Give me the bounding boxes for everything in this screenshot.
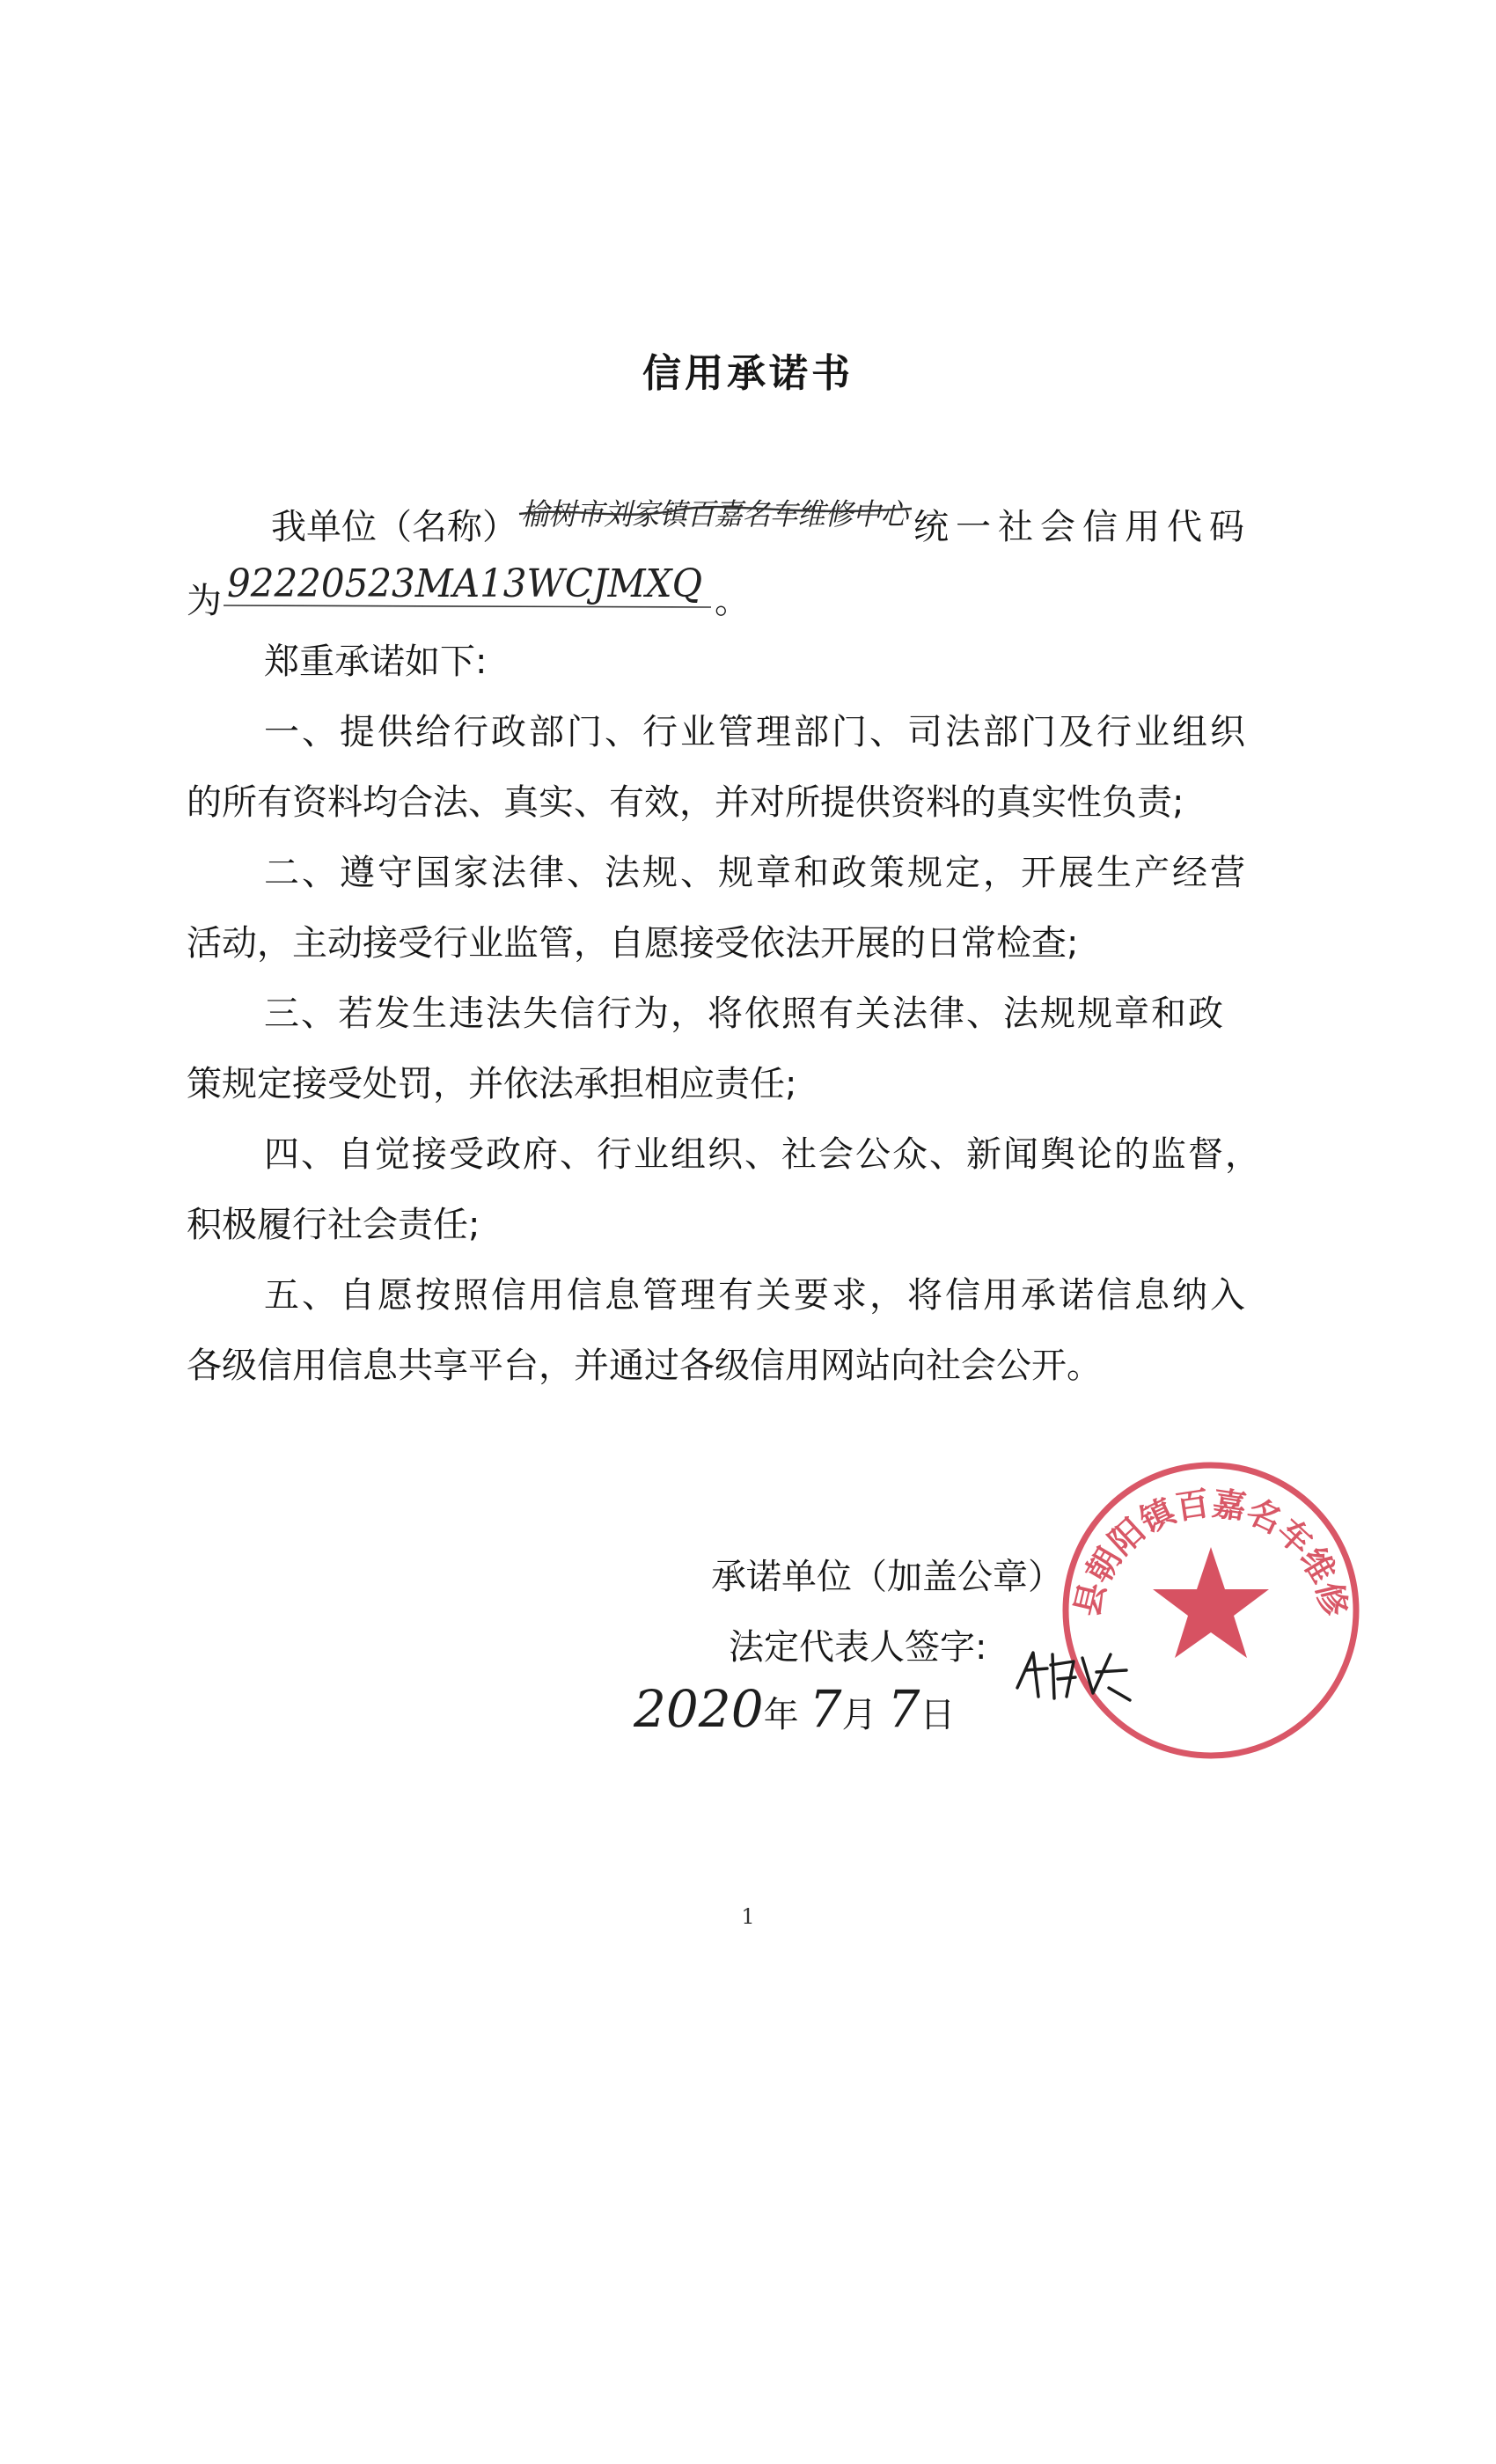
intro-prefix: 我单位（名称） (271, 507, 517, 547)
code-prefix: 为 (187, 581, 222, 621)
handwritten-company-name (517, 493, 913, 539)
paragraph-3-second: 策规定接受处罚，并依法承担相应责任; (187, 1064, 797, 1104)
paragraph-1-second: 的所有资料均合法、真实、有效，并对所提供资料的真实性负责; (187, 782, 1184, 823)
legal-rep-label: 法定代表人签字: (729, 1627, 987, 1668)
paragraph-5-first: 五、自愿按照信用信息管理有关要求，将信用承诺信息纳入 (264, 1275, 1248, 1316)
page-number: 1 (741, 1904, 755, 1929)
paragraph-5-second: 各级信用信息共享平台，并通过各级信用网站向社会公开。 (187, 1346, 1102, 1386)
intro-line (271, 493, 1251, 549)
paragraph-4-second: 积极履行社会责任; (187, 1205, 480, 1245)
official-seal (1052, 1452, 1369, 1772)
commitment-date (634, 1679, 955, 1739)
date-year-char: 年 (763, 1695, 799, 1735)
signature (1012, 1635, 1135, 1718)
lead-text: 郑重承诺如下: (264, 642, 488, 682)
seal-star-icon (1153, 1547, 1269, 1658)
document-title: 信用承诺书 (642, 351, 854, 396)
paragraph-4-first: 四、自觉接受政府、行业组织、社会公众、新闻舆论的监督， (264, 1134, 1262, 1175)
date-month-char: 月 (841, 1695, 877, 1735)
handwritten-credit-code-text: 92220523MA13WCJMXQ (227, 561, 702, 606)
date-month: 7 (809, 1679, 842, 1739)
handwritten-credit-code (222, 563, 715, 612)
paragraph-2-first: 二、遵守国家法律、法规、规章和政策规定，开展生产经营 (264, 853, 1248, 893)
date-day: 7 (887, 1679, 920, 1739)
paragraph-1-first: 一、提供给行政部门、行业管理部门、司法部门及行业组织 (264, 712, 1248, 752)
paragraph-2-second: 活动，主动接受行业监管，自愿接受依法开展的日常检查; (187, 923, 1079, 964)
code-line (187, 563, 750, 623)
code-suffix: 。 (715, 581, 750, 621)
date-year: 2020 (634, 1679, 764, 1739)
intro-suffix: 统一社会信用代码 (913, 507, 1251, 547)
handwritten-company-name-text: 榆树市刘家镇百嘉名车维修中心 (521, 497, 912, 532)
date-day-char: 日 (920, 1695, 956, 1735)
paragraph-3-first: 三、若发生违法失信行为，将依照有关法律、法规规章和政 (264, 994, 1225, 1034)
seal-text: 县朝阳镇百嘉名车维修 (1067, 1483, 1354, 1620)
commitment-unit-label: 承诺单位（加盖公章） (711, 1557, 1063, 1597)
